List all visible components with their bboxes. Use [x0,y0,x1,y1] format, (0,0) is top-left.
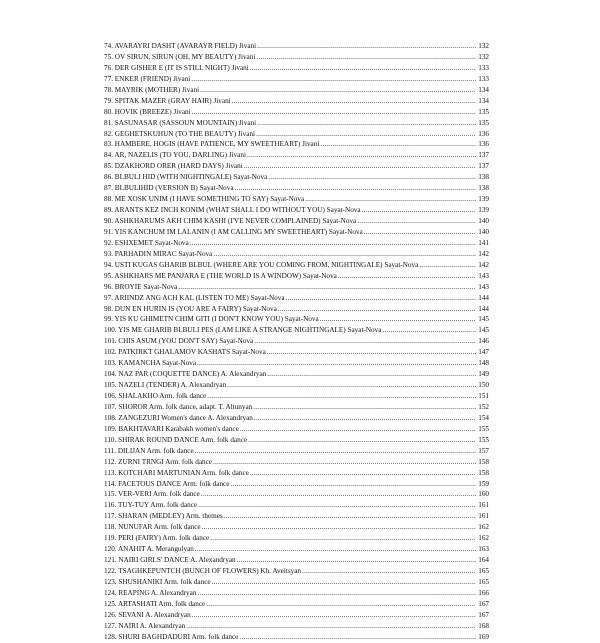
toc-entry-page-number: 139 [478,206,489,215]
toc-entry-title: 114. FACETOUS DANCE Arm. folk dance [104,479,230,488]
toc-entry-title: 103. KAMANCHA Sayat-Nova [104,359,197,368]
toc-entry [104,85,489,96]
toc-entry-title: 97. ARIINDZ ANG ACH KAL (LISTEN TO ME) Sayat-Nova [104,293,285,302]
toc-entry-title: 90. ASHKHARUMS AKH CHIM KASHI (I'VE NEVER COMPLAINED) Sayat-Nova [104,217,357,225]
toc-entry-title: 93. PARHADIN MIRAC Sayat-Nova [104,249,213,258]
toc-entry [104,96,489,107]
toc-entry [104,227,489,238]
toc-entry [104,424,489,435]
dot-leader [190,238,476,249]
toc-entry-page-number: 134 [478,96,489,105]
dot-leader [320,314,476,325]
toc-entry-title: 110. SHIRAK ROUND DANCE Arm. folk dance [104,435,248,444]
dot-leader [237,555,476,566]
toc-entry-title: 113. KOTCHARI MARTUNIAN Arm. folk dance [104,468,249,477]
toc-entry-page-number: 134 [478,85,489,94]
toc-entry [104,544,489,555]
toc-entry-page-number: 158 [478,468,489,477]
toc-entry [104,161,489,172]
toc-entry-title: 74. AVARAYRI DASHT (AVARAYR FIELD) Jivani [104,42,257,50]
toc-entry-page-number: 142 [478,260,489,269]
toc-entry-page-number: 139 [478,195,489,204]
dot-leader [197,358,476,369]
toc-entry-title: 80. HOVIK (BREEZE) Jivani [104,107,191,116]
toc-entry-title: 127. NAIRI A. Alexandryan [104,621,186,630]
toc-entry-page-number: 152 [478,402,489,411]
toc-entry [104,63,489,74]
toc-entry-page-number: 137 [478,151,489,160]
dot-leader [244,161,476,172]
dot-leader [202,522,476,533]
dot-leader [186,621,476,632]
toc-entry-page-number: 149 [478,370,489,379]
toc-entry-title: 108. ZANGEZURI Women's dance A. Alexandryan [104,413,253,422]
toc-entry-page-number: 132 [478,42,489,50]
toc-entry [104,238,489,249]
toc-entry-title: 126. SEVANI A. Alexandryan [104,610,191,619]
toc-entry-title: 118. NUNUFAR Arm. folk dance [104,523,201,532]
toc-entry-page-number: 141 [478,238,489,247]
toc-entry [104,380,489,391]
toc-entry-page-number: 140 [478,217,489,225]
toc-entry-page-number: 133 [478,63,489,72]
dot-leader [192,107,476,118]
toc-entry-page-number: 138 [478,173,489,182]
dot-leader [278,304,476,315]
toc-entry-page-number: 158 [478,457,489,466]
toc-entry-page-number: 168 [478,621,489,630]
toc-entry-title: 89. ARANTS KEZ INCH KONIM (WHAT SHALL I DO WITHOUT YOU) Sayat-Nova [104,206,361,215]
toc-entry-title: 75. OV SIRUN, SIRUN (OH, MY BEAUTY) Jivani [104,52,256,61]
toc-entry-page-number: 146 [478,337,489,346]
dot-leader [201,489,476,500]
toc-entry [104,183,489,194]
toc-entry [104,489,489,500]
toc-entry [104,632,489,643]
toc-entry [104,260,489,271]
toc-entry-title: 106. SHALAKHO Arm. folk dance [104,392,207,400]
toc-entry-title: 96. BROYIE Sayat-Nova [104,282,178,291]
dot-leader [256,129,476,140]
toc-entry [104,479,489,490]
toc-entry [104,577,489,588]
toc-entry-page-number: 136 [478,129,489,138]
dot-leader [230,479,476,490]
toc-entry-title: 94. USTI KUGAS GHARIB BLBUL (WHERE ARE YOU COMING FROM, NIGHTINGALE) Sayat-Nova [104,260,419,269]
dot-leader [212,577,476,588]
toc-entry-page-number: 135 [478,118,489,127]
toc-entry [104,216,489,227]
toc-entry-title: 115. VER-VERI Arm. folk dance [104,490,200,499]
toc-entry [104,205,489,216]
dot-leader [191,74,476,85]
dot-leader [207,391,476,402]
toc-entry-title: 88. ME XOSK UNIM (I HAVE SOMETHING TO SAY) Sayat-Nova [104,195,305,204]
toc-entry-page-number: 161 [478,501,489,510]
toc-entry-page-number: 163 [478,545,489,554]
toc-entry-page-number: 167 [478,599,489,608]
dot-leader [224,511,476,522]
dot-leader [197,588,476,599]
dot-leader [210,533,476,544]
toc-entry [104,304,489,315]
toc-entry-title: 86. BLBULI HID (WITH NIGHTINGALE) Sayat-Nova [104,173,268,182]
dot-leader [419,260,476,271]
toc-entry [104,402,489,413]
toc-entry-page-number: 145 [478,315,489,324]
toc-entry [104,621,489,632]
toc-entry-title: 92. ESHXEMET Sayat-Nova [104,238,189,247]
toc-entry-title: 83. HAMBERE, HOGIS (HAVE PATIENCE, MY SWEETHEART) Jivani [104,140,320,149]
toc-entry-page-number: 143 [478,282,489,291]
toc-entry [104,555,489,566]
dot-leader [256,52,476,63]
toc-entry-title: 124. REAPING A. Alexandryan [104,588,197,597]
toc-entry [104,41,489,52]
toc-entry [104,413,489,424]
toc-entry-page-number: 133 [478,74,489,83]
toc-entry-page-number: 165 [478,567,489,575]
toc-entry-page-number: 157 [478,446,489,455]
dot-leader [253,402,476,413]
dot-leader [254,336,476,347]
toc-entry-title: 117. SHARAN (MEDLEY) Arm. themes [104,512,223,521]
toc-entry-title: 82. GEGHETSKUHUN (TO THE BEAUTY) Jivani [104,129,256,138]
toc-entry [104,468,489,479]
toc-entry-page-number: 135 [478,107,489,116]
toc-entry [104,129,489,140]
toc-entry-page-number: 155 [478,424,489,433]
toc-entry-title: 91. YIS KANCHUM IM LALANIN (I AM CALLING MY SWEETHEART) Sayat-Nova [104,227,363,236]
toc-entry-page-number: 166 [478,588,489,597]
toc-entry-title: 111. DILIJAN Arm. folk dance [104,446,194,455]
dot-leader [235,183,476,194]
toc-entry-title: 125. ARTASHATI Arm. folk dance [104,599,206,608]
toc-entry [104,522,489,533]
toc-entry-title: 98. DUN EN HURIN IS (YOU ARE A FAIRY) Sayat-Nova [104,304,277,313]
dot-leader [195,544,476,555]
dot-leader [200,85,476,96]
toc-entry [104,107,489,118]
toc-entry [104,293,489,304]
toc-entry [104,74,489,85]
toc-entry-title: 100. YIS ME GHARIB BLBULI PES (I AM LIKE A STRANGE NIGHTINGALE) Sayat-Nova [104,326,382,335]
toc-entry-page-number: 151 [478,392,489,400]
dot-leader [198,500,476,511]
dot-leader [302,566,476,577]
toc-entry-page-number: 147 [478,348,489,357]
toc-entry [104,599,489,610]
toc-entry-title: 112. ZURNI TRNGI Arm. folk dance [104,457,212,466]
dot-leader [320,139,476,150]
toc-entry-title: 119. PERI (FAIRY) Arm. folk dance [104,534,210,543]
toc-entry-title: 76. DER GISHER E (IT IS STILL NIGHT) Jivani [104,63,249,72]
toc-entry [104,139,489,150]
toc-entry [104,325,489,336]
toc-entry [104,566,489,577]
toc-entry [104,511,489,522]
toc-entry [104,610,489,621]
toc-entry [104,446,489,457]
toc-entry-title: 77. ENKER (FRIEND) Jivani [104,74,191,83]
toc-entry-title: 104. NAZ PAR (COQUETTE DANCE) A. Alexandryan [104,370,267,379]
toc-entry-page-number: 136 [478,140,489,149]
toc-entry [104,500,489,511]
toc-entry-title: 85. DZAKHORD ORER (HARD DAYS) Jivani [104,162,243,171]
toc-entry-page-number: 162 [478,534,489,543]
dot-leader [247,150,476,161]
table-of-contents [104,41,489,643]
toc-entry [104,435,489,446]
dot-leader [206,599,476,610]
dot-leader [382,325,476,336]
toc-entry-page-number: 144 [478,304,489,313]
toc-entry-page-number: 160 [478,490,489,499]
toc-entry-page-number: 165 [478,577,489,586]
dot-leader [267,347,476,358]
dot-leader [257,118,476,129]
toc-entry-title: 116. TUY-TUY Arm. folk dance [104,501,198,510]
toc-entry-page-number: 162 [478,523,489,532]
toc-entry [104,358,489,369]
dot-leader [213,249,476,260]
toc-entry-title: 84. AR, NAZELIS (TO YOU, DARLING) Jivani [104,151,246,160]
dot-leader [195,446,476,457]
toc-entry [104,336,489,347]
toc-entry-title: 128. SHURI BAGHDADURI Arm. folk dance [104,632,239,641]
toc-entry-page-number: 155 [478,435,489,444]
toc-entry-page-number: 167 [478,610,489,619]
dot-leader [250,468,476,479]
toc-entry-title: 121. NAIRI GIRLS' DANCE A. Alexandryan [104,556,236,565]
toc-entry-title: 102. PATKIRKT GHALAMOV KASHATS Sayat-Nova [104,348,266,357]
dot-leader [268,172,476,183]
toc-entry-page-number: 145 [478,326,489,335]
toc-entry-title: 107. SHOROR Arm. folk dance, adapt. T. Altunyan [104,402,253,411]
toc-entry [104,347,489,358]
dot-leader [254,413,476,424]
toc-entry-title: 122. TSAGHKEPUNTCH (BUNCH OF FLOWERS) Kh. Aveitsyan [104,567,301,575]
dot-leader [338,271,476,282]
dot-leader [178,282,476,293]
toc-entry [104,52,489,63]
toc-entry [104,194,489,205]
toc-entry-page-number: 169 [478,632,489,641]
toc-entry-page-number: 144 [478,293,489,302]
dot-leader [250,63,476,74]
toc-entry-title: 78. MAYRIK (MOTHER) Jivani [104,85,200,94]
toc-entry-title: 81. SASUNASAR (SASSOUN MOUNTAIN) Jivani [104,118,257,127]
toc-entry-title: 79. SPITAK MAZER (GRAY HAIR) Jivani [104,96,231,105]
toc-entry-page-number: 132 [478,52,489,61]
toc-entry-title: 105. NAZELI (TENDER) A. Alexandryan [104,381,227,390]
dot-leader [239,632,476,643]
toc-entry-page-number: 138 [478,184,489,193]
toc-entry-page-number: 143 [478,271,489,280]
toc-entry [104,314,489,325]
toc-entry [104,369,489,380]
toc-entry-page-number: 150 [478,381,489,390]
toc-entry-title: 123. SHUSHANIKI Arm. folk dance [104,577,211,586]
toc-entry-title: 120. ANAHIT A. Merangulyan [104,545,194,554]
dot-leader [232,96,476,107]
toc-entry [104,282,489,293]
toc-entry-title: 101. CHIS ASUM (YOU DON'T SAY) Sayat-Nova [104,337,254,346]
toc-entry [104,457,489,468]
dot-leader [286,293,476,304]
toc-entry [104,118,489,129]
dot-leader [192,610,476,621]
toc-entry-page-number: 137 [478,162,489,171]
toc-entry [104,172,489,183]
dot-leader [213,457,476,468]
toc-entry-title: 87. BLBULIHID (VERSION B) Sayat-Nova [104,184,234,193]
dot-leader [267,369,476,380]
dot-leader [257,41,476,52]
toc-entry-page-number: 142 [478,249,489,258]
toc-entry-title: 109. BAKHTAVARI Karabakh women's dance [104,424,239,433]
toc-entry [104,588,489,599]
toc-entry-page-number: 154 [478,413,489,422]
toc-entry-page-number: 161 [478,512,489,521]
toc-entry-page-number: 164 [478,556,489,565]
dot-leader [362,205,476,216]
dot-leader [227,380,476,391]
toc-entry [104,249,489,260]
toc-entry [104,271,489,282]
dot-leader [357,216,476,227]
dot-leader [305,194,476,205]
dot-leader [240,424,476,435]
toc-entry [104,150,489,161]
dot-leader [248,435,476,446]
toc-entry-title: 95. ASHKHARS ME PANJARA E (THE WORLD IS A WINDOW) Sayat-Nova [104,271,337,280]
toc-entry-page-number: 140 [478,227,489,236]
toc-entry-page-number: 159 [478,479,489,488]
toc-entry-page-number: 148 [478,359,489,368]
toc-entry [104,391,489,402]
dot-leader [364,227,476,238]
toc-entry-title: 99. YIS KU GHIMETN CHIM GITI (I DON'T KNOW YOU) Sayat-Nova [104,315,319,324]
toc-entry [104,533,489,544]
